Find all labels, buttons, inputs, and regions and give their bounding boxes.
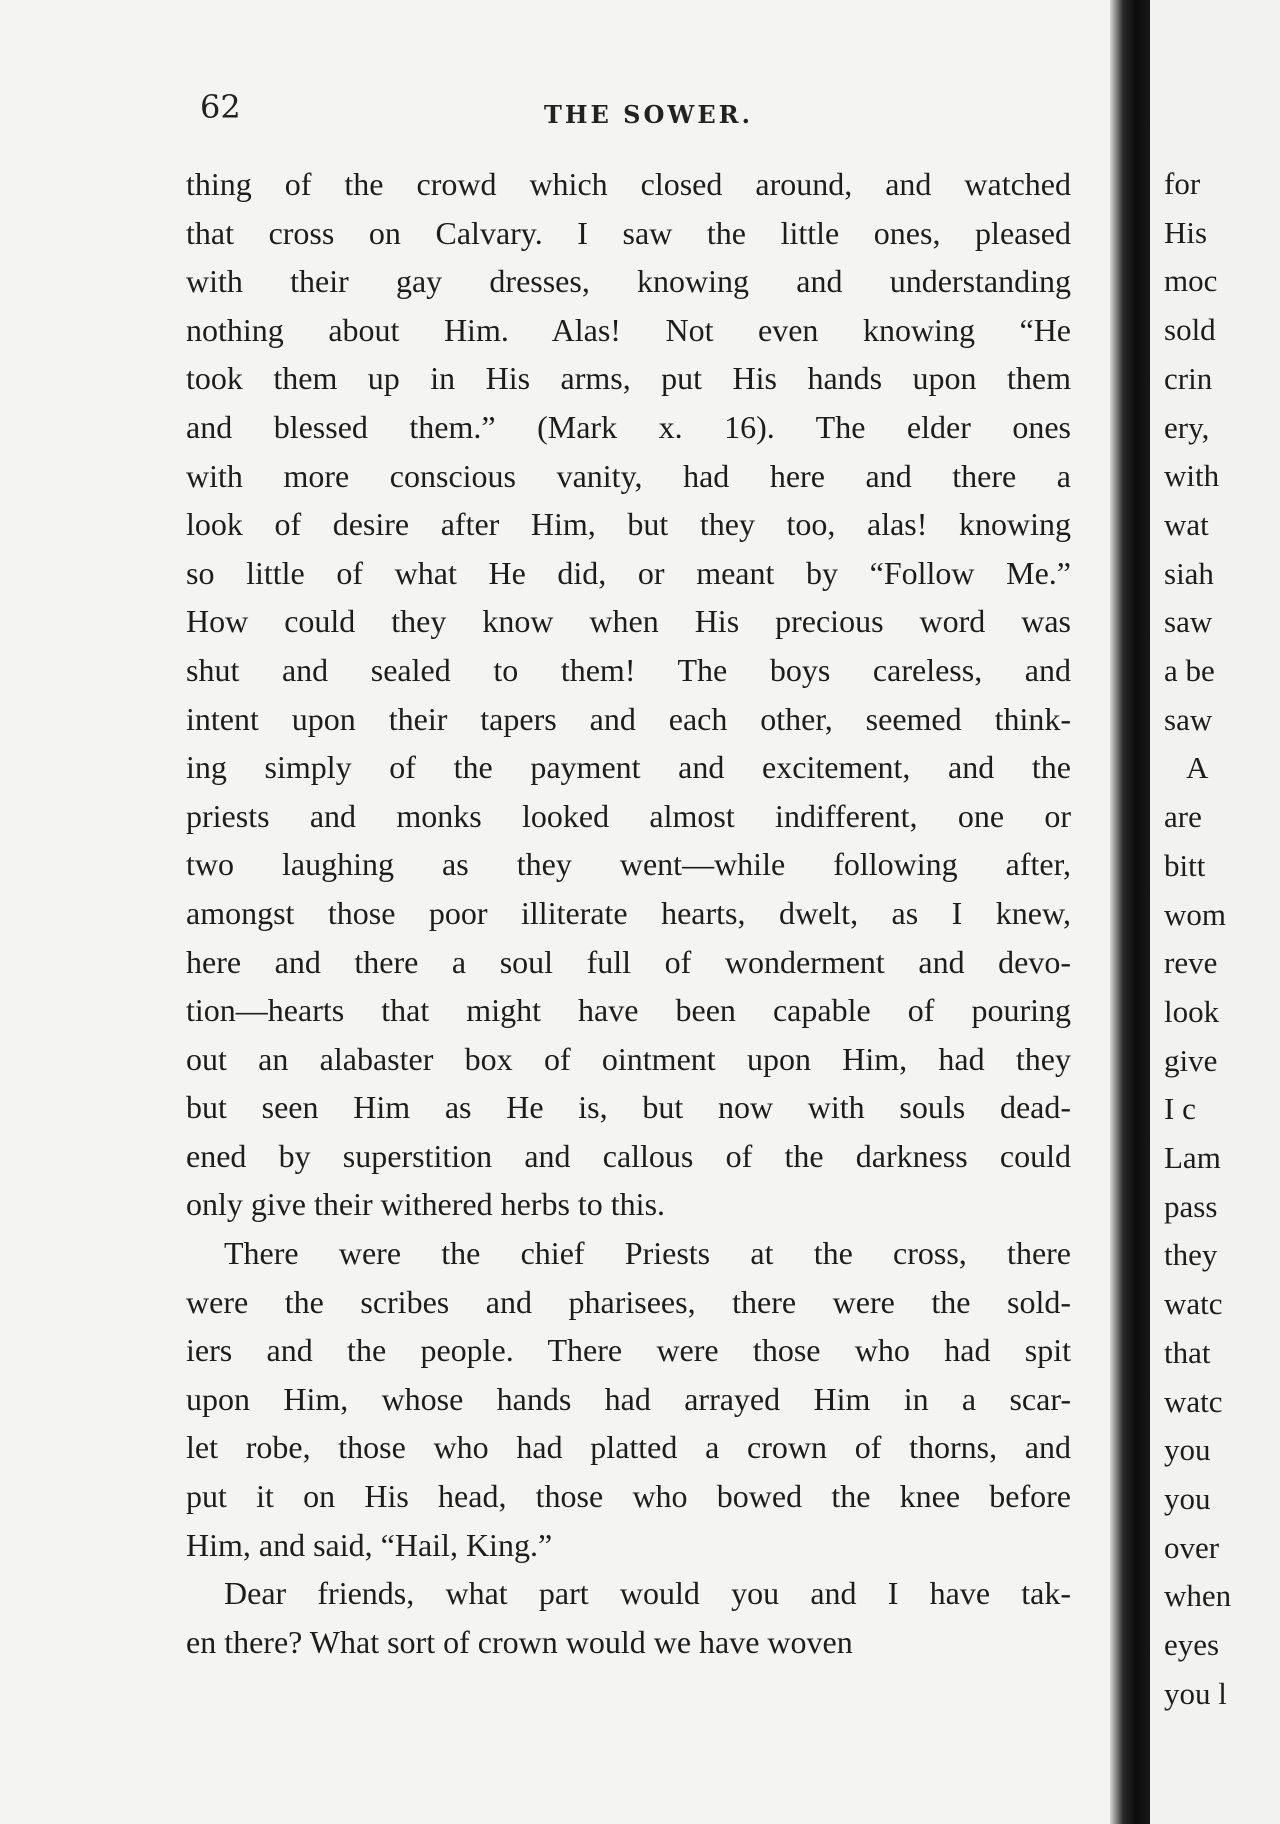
right-page-fragment: watc — [1164, 1286, 1223, 1322]
text-line: two laughing as they went—while following after, — [186, 846, 1071, 883]
right-page-fragment: Lam — [1164, 1140, 1221, 1176]
text-line: ing simply of the payment and excitement, and the — [186, 749, 1071, 786]
right-page-fragments — [1164, 160, 1231, 1719]
text-line: and blessed them.” (Mark x. 16). The elder ones — [186, 408, 1071, 445]
text-line: only give their withered herbs to this. — [186, 1186, 666, 1223]
right-page-fragment: that — [1164, 1334, 1211, 1370]
text-line: shut and sealed to them! The boys careless, and — [186, 651, 1071, 688]
text-line: nothing about Him. Alas! Not even knowing “He — [186, 311, 1071, 348]
text-line: look of desire after Him, but they too, alas! knowing — [186, 506, 1071, 543]
text-line: Dear friends, what part would you and I have tak- — [224, 1575, 1071, 1612]
right-page-fragment: saw — [1164, 604, 1213, 640]
right-page-fragment: pass — [1164, 1188, 1218, 1224]
right-page-fragment: moc — [1164, 263, 1218, 299]
right-page-fragment: for — [1164, 166, 1201, 201]
text-line: with more conscious vanity, had here and there a — [186, 457, 1071, 494]
right-page-fragment: with — [1164, 458, 1220, 494]
right-page-fragment: saw — [1164, 701, 1213, 737]
text-line: amongst those poor illiterate hearts, dwelt, as I knew, — [186, 894, 1071, 931]
right-page-fragment: I c — [1164, 1091, 1196, 1127]
right-page-fragment: over — [1164, 1529, 1220, 1565]
text-line: intent upon their tapers and each other, seemed think- — [186, 700, 1071, 737]
right-page — [1150, 0, 1280, 1824]
right-page-fragment: are — [1164, 799, 1202, 835]
right-page-fragment: they — [1164, 1237, 1218, 1273]
right-page-fragment: you l — [1164, 1675, 1227, 1711]
running-head: THE SOWER. — [544, 100, 753, 129]
text-line: were the scribes and pharisees, there were the sold- — [186, 1283, 1071, 1320]
right-page-fragment: give — [1164, 1042, 1218, 1078]
right-page-fragment: His — [1164, 214, 1208, 250]
text-line: en there? What sort of crown would we have woven — [186, 1623, 853, 1660]
text-line: There were the chief Priests at the cross, there — [224, 1235, 1071, 1272]
right-page-fragment: a be — [1164, 653, 1215, 689]
page-number: 62 — [200, 88, 241, 126]
paragraph — [186, 160, 1071, 1229]
right-page-fragment: eyes — [1164, 1627, 1220, 1663]
right-page-fragment: wat — [1164, 506, 1209, 542]
right-page-fragment: watc — [1164, 1383, 1223, 1419]
right-page-fragment: sold — [1164, 312, 1216, 348]
right-page-fragment: you — [1164, 1432, 1211, 1468]
text-line: took them up in His arms, put His hands upon them — [186, 360, 1071, 397]
text-line: with their gay dresses, knowing and understanding — [186, 263, 1071, 300]
text-line: that cross on Calvary. I saw the little ones, pleased — [186, 214, 1071, 251]
text-line: upon Him, whose hands had arrayed Him in a scar- — [186, 1380, 1071, 1417]
text-line: iers and the people. There were those who had spit — [186, 1332, 1071, 1369]
text-line: thing of the crowd which closed around, and watched — [186, 166, 1071, 202]
text-line: Him, and said, “Hail, King.” — [186, 1526, 553, 1563]
text-line: out an alabaster box of ointment upon Him, had they — [186, 1040, 1071, 1077]
book-gutter — [1110, 0, 1154, 1824]
text-line: priests and monks looked almost indifferent, one or — [186, 797, 1071, 834]
paragraph — [186, 1229, 1071, 1569]
text-line: tion—hearts that might have been capable of pouring — [186, 992, 1071, 1029]
right-page-fragment: you — [1164, 1480, 1211, 1516]
right-page-fragment: ery, — [1164, 409, 1210, 445]
right-page-fragment: siah — [1164, 555, 1214, 591]
text-line: ened by superstition and callous of the darkness could — [186, 1137, 1071, 1174]
right-page-fragment: reve — [1164, 945, 1218, 981]
right-page-fragment: bitt — [1164, 847, 1206, 883]
right-page-fragment: A — [1186, 750, 1209, 786]
text-line: but seen Him as He is, but now with souls dead- — [186, 1089, 1071, 1126]
body-text — [186, 160, 1071, 1666]
text-line: How could they know when His precious word was — [186, 603, 1071, 640]
text-line: here and there a soul full of wonderment and devo- — [186, 943, 1071, 980]
text-line: so little of what He did, or meant by “Follow Me.” — [186, 554, 1071, 591]
right-page-fragment: look — [1164, 993, 1220, 1029]
right-page-fragment: wom — [1164, 896, 1226, 932]
right-page-fragment: crin — [1164, 360, 1213, 396]
right-page-fragment: when — [1164, 1578, 1232, 1614]
paragraph — [186, 1569, 1071, 1666]
text-line: put it on His head, those who bowed the knee before — [186, 1478, 1071, 1515]
text-line: let robe, those who had platted a crown of thorns, and — [186, 1429, 1071, 1466]
